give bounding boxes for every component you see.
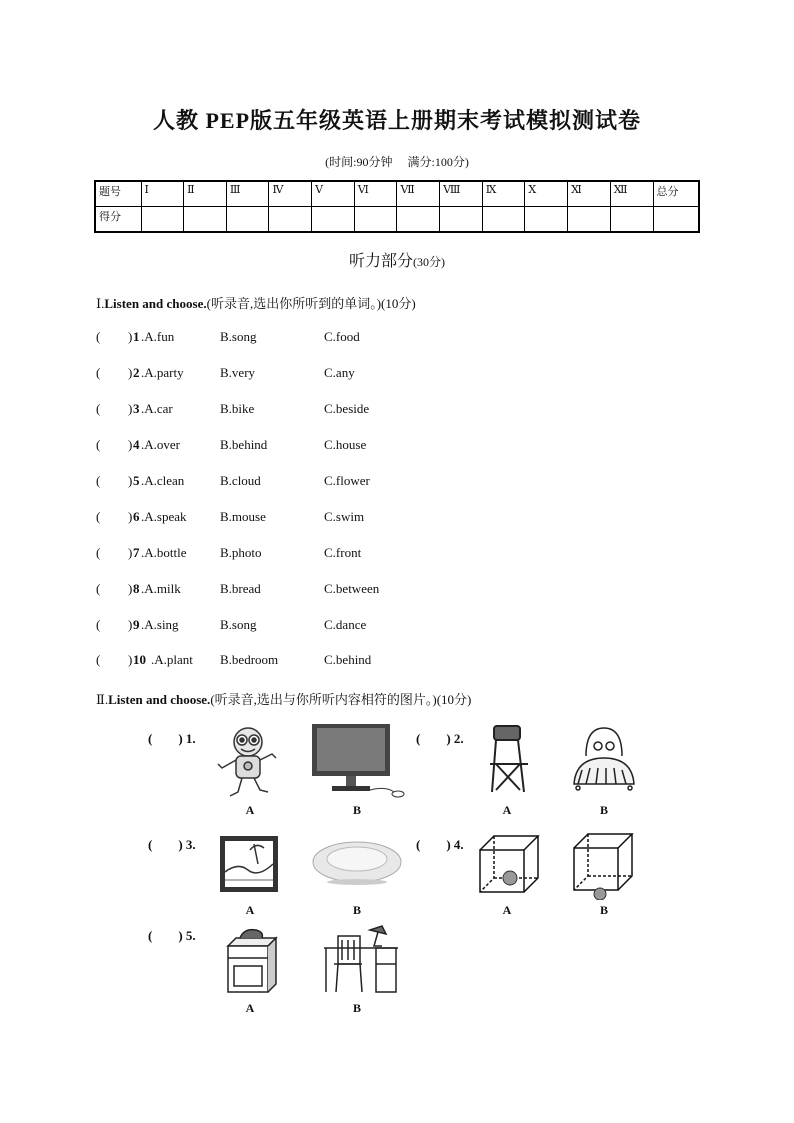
option-a: .A.plant xyxy=(151,652,193,667)
question-number: 10 xyxy=(133,652,146,667)
score-input-cell[interactable] xyxy=(269,207,312,233)
score-cell: Ⅹ xyxy=(525,181,568,207)
answer-paren-open[interactable]: ( xyxy=(96,401,101,416)
answer-paren-close: ) xyxy=(128,437,133,452)
answer-paren-close: ) xyxy=(128,365,133,380)
question-number: 5 xyxy=(133,473,140,488)
nightstand-phone-picture xyxy=(222,928,280,994)
answer-paren-close: ) xyxy=(128,652,133,667)
part2-title-en: Listen and choose. xyxy=(108,692,211,707)
score-table xyxy=(94,180,700,233)
option-b: B.song xyxy=(220,617,257,632)
option-label-b: B xyxy=(352,803,361,817)
option-c: C.behind xyxy=(324,652,372,667)
option-a: .A.party xyxy=(141,365,184,380)
option-label-a: A xyxy=(245,1001,255,1015)
chair-picture xyxy=(484,722,534,794)
answer-paren-close: ) xyxy=(128,401,133,416)
option-label-b: B xyxy=(352,903,361,917)
score-cell: Ⅶ xyxy=(397,181,440,207)
option-c: C.flower xyxy=(324,473,370,488)
option-a: .A.sing xyxy=(141,617,179,632)
option-c: C.between xyxy=(324,581,380,596)
option-a: .A.milk xyxy=(141,581,181,596)
option-c: C.food xyxy=(324,329,360,344)
question-number: 6 xyxy=(133,509,140,524)
plate-picture xyxy=(310,838,404,888)
score-table-score-row xyxy=(95,207,699,233)
question-number: 2 xyxy=(133,365,140,380)
option-a: .A.over xyxy=(141,437,180,452)
score-cell: Ⅰ xyxy=(141,181,184,207)
part1-title-en: Listen and choose. xyxy=(104,296,207,311)
score-cell: Ⅱ xyxy=(184,181,227,207)
answer-paren-open[interactable]: ( xyxy=(96,437,101,452)
option-label-b: B xyxy=(599,903,608,917)
score-input-cell[interactable] xyxy=(653,207,699,233)
score-cell: Ⅸ xyxy=(482,181,525,207)
question-number: 1 xyxy=(133,329,140,344)
option-a: .A.car xyxy=(141,401,173,416)
part1-number: Ⅰ. xyxy=(96,296,105,311)
option-c: C.any xyxy=(324,365,355,380)
part1-instruction xyxy=(96,293,416,312)
option-b: B.bike xyxy=(220,401,255,416)
bed-picture xyxy=(568,722,640,792)
score-cell: Ⅳ xyxy=(269,181,312,207)
score-table-header-row xyxy=(95,181,699,207)
option-label-a: A xyxy=(502,803,512,817)
option-label-a: A xyxy=(502,903,512,917)
score-row-label: 得分 xyxy=(95,207,141,233)
score-cell: Ⅲ xyxy=(226,181,269,207)
option-a: .A.speak xyxy=(141,509,187,524)
answer-paren-close: ) xyxy=(128,581,133,596)
exam-info: (时间:90分钟 满分:100分) xyxy=(325,155,469,169)
question-number: 9 xyxy=(133,617,140,632)
answer-paren-open[interactable]: ( xyxy=(96,581,101,596)
answer-paren-close: ) xyxy=(128,329,133,344)
picture-question-4[interactable]: ( ) 4. xyxy=(416,837,464,852)
listening-section-title xyxy=(0,248,794,271)
score-input-cell[interactable] xyxy=(525,207,568,233)
score-input-cell[interactable] xyxy=(440,207,483,233)
score-input-cell[interactable] xyxy=(568,207,611,233)
option-label-b: B xyxy=(599,803,608,817)
score-cell: Ⅵ xyxy=(354,181,397,207)
score-cell: Ⅴ xyxy=(312,181,355,207)
answer-paren-close: ) xyxy=(128,473,133,488)
picture-question-5[interactable]: ( ) 5. xyxy=(148,928,196,943)
score-input-cell[interactable] xyxy=(184,207,227,233)
listening-title: 听力部分 xyxy=(348,253,413,270)
score-input-cell[interactable] xyxy=(397,207,440,233)
option-b: B.bread xyxy=(220,581,261,596)
option-b: B.mouse xyxy=(220,509,266,524)
option-c: C.dance xyxy=(324,617,367,632)
score-input-cell[interactable] xyxy=(141,207,184,233)
answer-paren-open[interactable]: ( xyxy=(96,509,101,524)
option-label-a: A xyxy=(245,903,255,917)
answer-paren-open[interactable]: ( xyxy=(96,329,101,344)
painting-picture xyxy=(218,834,280,894)
picture-question-1[interactable]: ( ) 1. xyxy=(148,731,196,746)
part2-instruction xyxy=(96,689,471,708)
score-cell: Ⅷ xyxy=(440,181,483,207)
answer-paren-open[interactable]: ( xyxy=(96,545,101,560)
answer-paren-close: ) xyxy=(128,545,133,560)
answer-paren-open[interactable]: ( xyxy=(96,473,101,488)
answer-paren-open[interactable]: ( xyxy=(96,652,101,667)
option-b: B.song xyxy=(220,329,257,344)
score-input-cell[interactable] xyxy=(610,207,653,233)
answer-paren-open[interactable]: ( xyxy=(96,617,101,632)
box-ball-under-picture xyxy=(570,830,636,900)
robot-picture xyxy=(216,724,286,802)
option-a: .A.fun xyxy=(141,329,175,344)
score-input-cell[interactable] xyxy=(354,207,397,233)
option-a: .A.bottle xyxy=(141,545,187,560)
option-b: B.photo xyxy=(220,545,262,560)
score-cell: 总分 xyxy=(653,181,699,207)
option-b: B.very xyxy=(220,365,256,380)
desk-chair-lamp-picture xyxy=(320,924,402,994)
option-b: B.bedroom xyxy=(220,652,279,667)
part1-title-cn: (听录音,选出你所听到的单词。)(10分) xyxy=(206,296,416,311)
score-cell: 题号 xyxy=(95,181,141,207)
option-c: C.front xyxy=(324,545,362,560)
option-c: C.beside xyxy=(324,401,370,416)
question-number: 4 xyxy=(133,437,140,452)
score-input-cell[interactable] xyxy=(482,207,525,233)
question-number: 7 xyxy=(133,545,140,560)
score-input-cell[interactable] xyxy=(226,207,269,233)
score-cell: Ⅻ xyxy=(610,181,653,207)
picture-question-3[interactable]: ( ) 3. xyxy=(148,837,196,852)
option-label-a: A xyxy=(245,803,255,817)
part2-number: Ⅱ. xyxy=(96,692,109,707)
box-ball-in-picture xyxy=(476,832,542,894)
answer-paren-open[interactable]: ( xyxy=(96,365,101,380)
option-b: B.behind xyxy=(220,437,268,452)
answer-paren-close: ) xyxy=(128,617,133,632)
option-c: C.house xyxy=(324,437,367,452)
option-a: .A.clean xyxy=(141,473,185,488)
part2-title-cn: (听录音,选出与你所听内容相符的图片。)(10分) xyxy=(210,692,472,707)
score-cell: Ⅺ xyxy=(568,181,611,207)
page-title: 人教 PEP版五年级英语上册期末考试模拟测试卷 xyxy=(152,108,642,133)
option-b: B.cloud xyxy=(220,473,261,488)
answer-paren-close: ) xyxy=(128,509,133,524)
listening-points: (30分) xyxy=(413,255,445,269)
score-input-cell[interactable] xyxy=(312,207,355,233)
question-number: 8 xyxy=(133,581,140,596)
option-label-b: B xyxy=(352,1001,361,1015)
picture-question-2[interactable]: ( ) 2. xyxy=(416,731,464,746)
computer-picture xyxy=(308,722,408,800)
question-number: 3 xyxy=(133,401,140,416)
option-c: C.swim xyxy=(324,509,365,524)
